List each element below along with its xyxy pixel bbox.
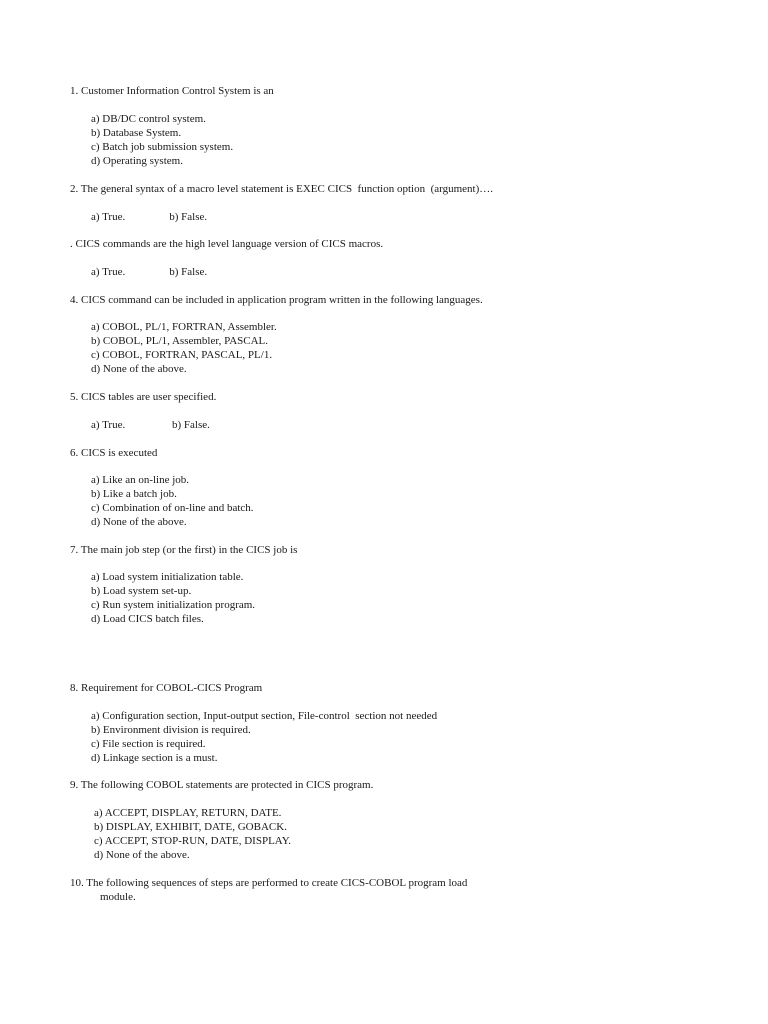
question-6-option-a: a) Like an on-line job. <box>91 474 190 486</box>
question-2-text: 2. The general syntax of a macro level statement is EXEC CICS function option (argument)…. <box>70 183 493 195</box>
question-9-option-b: b) DISPLAY, EXHIBIT, DATE, GOBACK. <box>94 821 287 833</box>
question-2-options: a) True. b) False. <box>91 211 208 223</box>
question-1-option-a: a) DB/DC control system. <box>91 113 206 125</box>
question-5-options: a) True. b) False. <box>91 419 210 431</box>
question-8-option-d: d) Linkage section is a must. <box>91 752 218 764</box>
question-5-text: 5. CICS tables are user specified. <box>70 391 217 403</box>
question-3-text: . CICS commands are the high level language version of CICS macros. <box>70 238 384 250</box>
question-7-option-d: d) Load CICS batch files. <box>91 613 204 625</box>
question-4-option-d: d) None of the above. <box>91 363 187 375</box>
question-4-option-c: c) COBOL, FORTRAN, PASCAL, PL/1. <box>91 349 273 361</box>
question-3-options: a) True. b) False. <box>91 266 208 278</box>
question-7-option-c: c) Run system initialization program. <box>91 599 256 611</box>
question-7-option-a: a) Load system initialization table. <box>91 571 244 583</box>
question-1-text: 1. Customer Information Control System is an <box>70 85 274 97</box>
question-1-option-d: d) Operating system. <box>91 155 183 167</box>
question-4-option-b: b) COBOL, PL/1, Assembler, PASCAL. <box>91 335 269 347</box>
question-10-text: 10. The following sequences of steps are performed to create CICS-COBOL program load <box>70 877 468 889</box>
question-6-option-d: d) None of the above. <box>91 516 187 528</box>
question-4-text: 4. CICS command can be included in application program written in the following languages. <box>70 294 483 306</box>
question-1-option-c: c) Batch job submission system. <box>91 141 234 153</box>
question-6-text: 6. CICS is executed <box>70 447 158 459</box>
question-8-option-c: c) File section is required. <box>91 738 206 750</box>
question-9-option-d: d) None of the above. <box>94 849 190 861</box>
question-10-continuation: module. <box>100 891 136 903</box>
question-9-option-a: a) ACCEPT, DISPLAY, RETURN, DATE. <box>94 807 282 819</box>
question-9-option-c: c) ACCEPT, STOP-RUN, DATE, DISPLAY. <box>94 835 292 847</box>
question-8-text: 8. Requirement for COBOL-CICS Program <box>70 682 263 694</box>
question-1-option-b: b) Database System. <box>91 127 182 139</box>
question-9-text: 9. The following COBOL statements are protected in CICS program. <box>70 779 374 791</box>
question-6-option-b: b) Like a batch job. <box>91 488 177 500</box>
question-8-option-b: b) Environment division is required. <box>91 724 251 736</box>
question-7-text: 7. The main job step (or the first) in the CICS job is <box>70 544 298 556</box>
question-7-option-b: b) Load system set-up. <box>91 585 192 597</box>
question-4-option-a: a) COBOL, PL/1, FORTRAN, Assembler. <box>91 321 277 333</box>
question-6-option-c: c) Combination of on-line and batch. <box>91 502 254 514</box>
question-8-option-a: a) Configuration section, Input-output section, File-control section not needed <box>91 710 438 722</box>
